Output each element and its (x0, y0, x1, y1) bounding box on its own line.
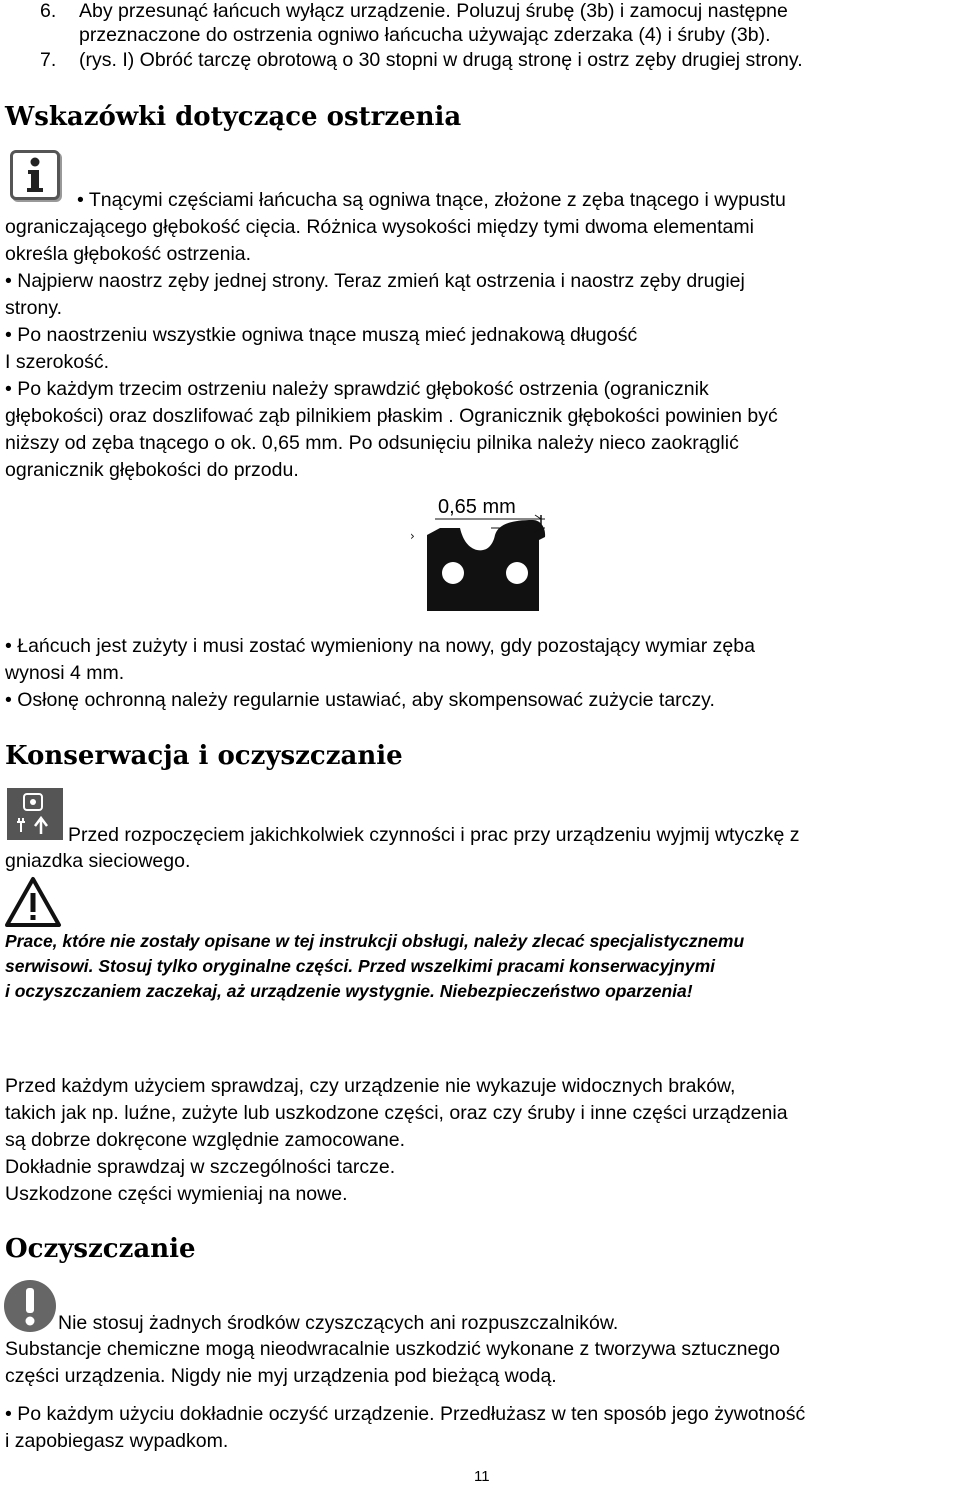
section-heading: Oczyszczanie (5, 1234, 196, 1264)
text-line: Substancje chemiczne mogą nieodwracalnie uszkodzić wykonane z tworzywa sztucznego (5, 1338, 780, 1360)
text-line: • Po każdym użyciu dokładnie oczyść urządzenie. Przedłużasz w ten sposób jego żywotność (5, 1403, 806, 1425)
text-line: są dobrze dokręcone względnie zamocowane. (5, 1129, 405, 1151)
text-line: wynosi 4 mm. (5, 662, 125, 684)
text-line: • Po każdym trzecim ostrzeniu należy sprawdzić głębokość ostrzenia (ogranicznik (5, 378, 709, 400)
text-line: Przed każdym użyciem sprawdzaj, czy urządzenie nie wykazuje widocznych braków, (5, 1075, 736, 1097)
warning-icon (4, 876, 62, 928)
text-line: Prace, które nie zostały opisane w tej instrukcji obsługi, należy zlecać specjalistycznemu (5, 931, 745, 951)
text-line: ograniczającego głębokość cięcia. Różnica wysokości między tymi dwoma elementami (5, 216, 754, 238)
text-line: części urządzenia. Nigdy nie myj urządzenia pod bieżącą wodą. (5, 1365, 557, 1387)
text-line: • Osłonę ochronną należy regularnie ustawiać, aby skompensować zużycie tarczy. (5, 689, 715, 711)
text-line: • Po naostrzeniu wszystkie ogniwa tnące muszą mieć jednakową długość (5, 324, 638, 346)
caution-icon (3, 1279, 57, 1333)
section-heading: Wskazówki dotyczące ostrzenia (5, 102, 462, 132)
cleaning-text (5, 1336, 960, 1455)
sharpening-text (5, 187, 955, 484)
warning-text (5, 929, 955, 1004)
step-number: 6. (40, 0, 57, 22)
text-line: i zapobiegasz wypadkom. (5, 1430, 229, 1452)
svg-text:›: › (410, 529, 415, 543)
text-line: • Najpierw naostrz zęby jednej strony. Teraz zmień kąt ostrzenia i naostrz zęby drugiej (5, 270, 745, 292)
section-heading: Konserwacja i oczyszczanie (5, 741, 403, 771)
text-line: • Tnącymi częściami łańcucha są ogniwa tnące, złożone z zęba tnącego i wypustu (77, 189, 786, 211)
page-number: 11 (474, 1468, 490, 1485)
step-text: (rys. I) Obróć tarczę obrotową o 30 stopni w drugą stronę i ostrz zęby drugiej strony. (79, 49, 803, 71)
text-line: Uszkodzone części wymieniaj na nowe. (5, 1183, 348, 1205)
text-line: głębokości) oraz doszlifować ząb pilnikiem płaskim . Ogranicznik głębokości powinien być (5, 405, 778, 427)
text-line: Dokładnie sprawdzaj w szczególności tarcze. (5, 1156, 396, 1178)
figure-label: 0,65 mm (438, 496, 516, 518)
text-line: niższy od zęba tnącego o ok. 0,65 mm. Po odsunięciu pilnika należy nieco zaokrąglić (5, 432, 739, 454)
step-text: przeznaczone do ostrzenia ogniwo łańcucha używając zderzaka (4) i śruby (3b). (79, 24, 771, 46)
step-text: Aby przesunąć łańcuch wyłącz urządzenie. Poluzuj śrubę (3b) i zamocuj następne (79, 0, 788, 22)
text-line: • Łańcuch jest zużyty i musi zostać wymieniony na nowy, gdy pozostający wymiar zęba (5, 635, 755, 657)
text-line: Przed rozpoczęciem jakichkolwiek czynności i prac przy urządzeniu wyjmij wtyczkę z (68, 824, 800, 846)
unplug-icon (7, 788, 63, 840)
text-line: takich jak np. luźne, zużyte lub uszkodzone części, oraz czy śruby i inne części urządzenia (5, 1102, 788, 1124)
chain-wear-text (5, 633, 955, 714)
text-line: strony. (5, 297, 63, 319)
text-line: Nie stosuj żadnych środków czyszczących ani rozpuszczalników. (58, 1312, 619, 1334)
text-line: ogranicznik głębokości do przodu. (5, 459, 299, 481)
text-line: i oczyszczaniem zaczekaj, aż urządzenie wystygnie. Niebezpieczeństwo oparzenia! (5, 981, 693, 1001)
text-line: serwisowi. Stosuj tylko oryginalne części. Przed wszelkimi pracami konserwacyjnymi (5, 956, 716, 976)
inspection-text (5, 1073, 955, 1208)
step-number: 7. (40, 49, 57, 71)
text-line: gniazdka sieciowego. (5, 850, 191, 872)
text-line: I szerokość. (5, 351, 110, 373)
text-line: określa głębokość ostrzenia. (5, 243, 252, 265)
